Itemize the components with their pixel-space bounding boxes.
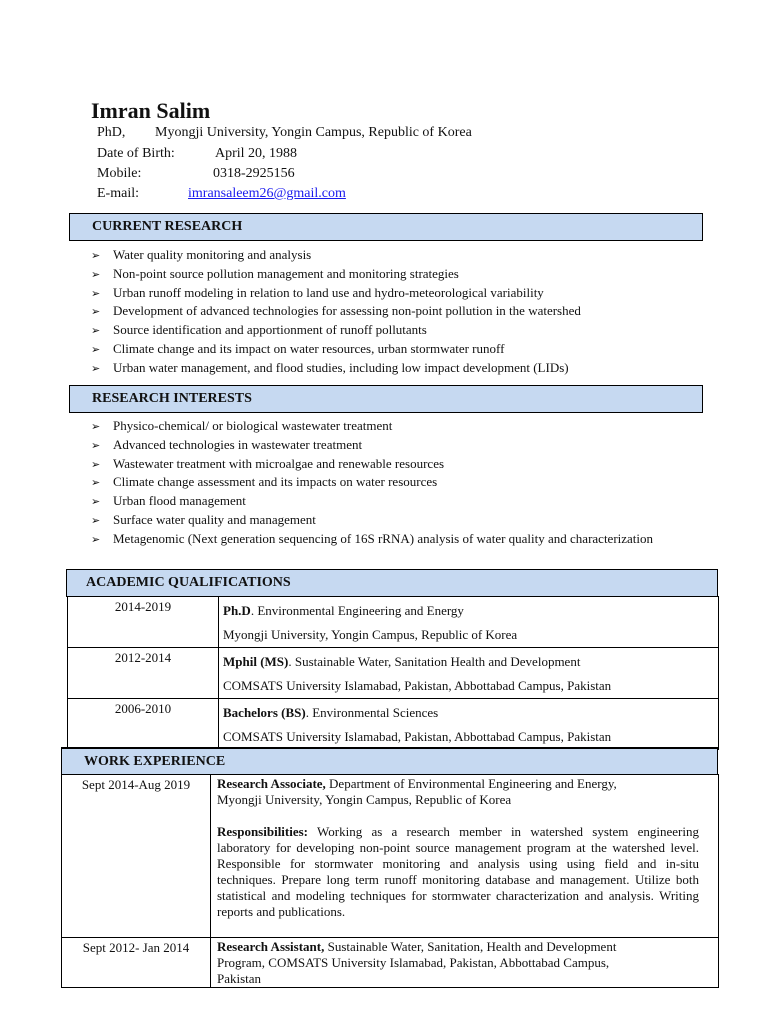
arrow-bullet-icon: ➢ bbox=[91, 513, 101, 527]
arrow-bullet-icon: ➢ bbox=[91, 361, 101, 375]
mobile-label: Mobile: bbox=[97, 166, 142, 181]
table-row bbox=[68, 648, 719, 699]
academic-table bbox=[67, 596, 719, 750]
table-row bbox=[62, 938, 719, 988]
list-item: ➢ Metagenomic (Next generation sequencing of 16S rRNA) analysis of water quality and characterization bbox=[91, 530, 653, 549]
academic-header: ACADEMIC QUALIFICATIONS bbox=[66, 569, 718, 597]
arrow-bullet-icon: ➢ bbox=[91, 438, 101, 452]
email-line bbox=[97, 186, 517, 206]
list-item: ➢ Source identification and apportionment of runoff pollutants bbox=[91, 321, 581, 340]
arrow-bullet-icon: ➢ bbox=[91, 305, 101, 319]
academic-years: 2006-2010 bbox=[68, 699, 219, 750]
list-item: ➢ Water quality monitoring and analysis bbox=[91, 246, 581, 265]
degree-label: PhD, bbox=[97, 125, 126, 140]
current-research-list bbox=[91, 246, 581, 378]
dob-value: April 20, 1988 bbox=[215, 146, 298, 161]
academic-detail: Bachelors (BS). Environmental Sciences COMSATS University Islamabad, Pakistan, Abbottabad Campus, Pakistan bbox=[219, 699, 719, 750]
table-row bbox=[68, 597, 719, 648]
academic-detail: Mphil (MS). Sustainable Water, Sanitation Health and Development COMSATS University Islamabad, Pakistan, Abbottabad Campus, Pakistan bbox=[219, 648, 719, 699]
arrow-bullet-icon: ➢ bbox=[91, 532, 101, 546]
academic-years: 2012-2014 bbox=[68, 648, 219, 699]
degree-value: Myongji University, Yongin Campus, Republic of Korea bbox=[155, 125, 472, 140]
list-item: ➢ Climate change assessment and its impacts on water resources bbox=[91, 473, 653, 492]
list-item: ➢ Climate change and its impact on water resources, urban stormwater runoff bbox=[91, 340, 581, 359]
work-table bbox=[61, 774, 719, 988]
arrow-bullet-icon: ➢ bbox=[91, 420, 101, 433]
arrow-bullet-icon: ➢ bbox=[91, 457, 101, 471]
arrow-bullet-icon: ➢ bbox=[91, 495, 101, 509]
arrow-bullet-icon: ➢ bbox=[91, 342, 101, 356]
table-row bbox=[62, 775, 719, 938]
arrow-bullet-icon: ➢ bbox=[91, 286, 101, 300]
arrow-bullet-icon: ➢ bbox=[91, 324, 101, 338]
list-item: ➢ Non-point source pollution management and monitoring strategies bbox=[91, 265, 581, 284]
degree-line bbox=[97, 125, 517, 145]
arrow-bullet-icon: ➢ bbox=[91, 476, 101, 490]
dob-label: Date of Birth: bbox=[97, 146, 175, 161]
list-item: ➢ Wastewater treatment with microalgae and renewable resources bbox=[91, 455, 653, 474]
table-row bbox=[68, 699, 719, 750]
list-item: ➢ Urban water management, and flood studies, including low impact development (LIDs) bbox=[91, 359, 581, 378]
list-item: ➢ Urban flood management bbox=[91, 492, 653, 511]
research-interests-list bbox=[91, 417, 653, 549]
list-item: ➢ Surface water quality and management bbox=[91, 511, 653, 530]
work-period: Sept 2014-Aug 2019 bbox=[62, 775, 211, 938]
arrow-bullet-icon: ➢ bbox=[91, 249, 101, 262]
research-interests-header: RESEARCH INTERESTS bbox=[69, 385, 703, 413]
candidate-name: Imran Salim bbox=[91, 98, 211, 123]
arrow-bullet-icon: ➢ bbox=[91, 267, 101, 281]
email-label: E-mail: bbox=[97, 186, 139, 201]
list-item: ➢ Development of advanced technologies for assessing non-point pollution in the watershed bbox=[91, 302, 581, 321]
responsibilities: Responsibilities: Working as a research member in watershed system engineering laboratory for developing non-point source management program at the watershed level. Responsible for stormwater monitoring and analysis using using field and in-situ techniques. Prepare long term runoff monitoring database and management. Utilize both statistical and modeling techniques for stormwater characterization and analysis. Writing reports and publications. bbox=[217, 824, 699, 919]
mobile-value: 0318-2925156 bbox=[213, 166, 295, 181]
list-item: ➢ Advanced technologies in wastewater treatment bbox=[91, 436, 653, 455]
academic-years: 2014-2019 bbox=[68, 597, 219, 648]
academic-detail: Ph.D. Environmental Engineering and Energy Myongji University, Yongin Campus, Republic of Korea bbox=[219, 597, 719, 648]
work-detail: Research Assistant, Sustainable Water, Sanitation, Health and Development Program, COMSATS University Islamabad, Pakistan, Abbottabad Campus, Pakistan bbox=[211, 938, 719, 988]
email-link[interactable]: imransaleem26@gmail.com bbox=[188, 186, 346, 201]
work-period: Sept 2012- Jan 2014 bbox=[62, 938, 211, 988]
mobile-line bbox=[97, 166, 517, 186]
list-item: ➢ Urban runoff modeling in relation to land use and hydro-meteorological variability bbox=[91, 284, 581, 303]
dob-line bbox=[97, 146, 517, 166]
work-detail: Research Associate, Department of Environmental Engineering and Energy, Myongji University, Yongin Campus, Republic of Korea Responsibilities: Working as a research member in watershed system engineering laboratory for developing non-point source management program at the watershed level. Responsible for stormwater monitoring and analysis using using field and in-situ techniques. Prepare long term runoff monitoring database and management. Utilize both statistical and modeling techniques for stormwater characterization and analysis. Writing reports and publications. bbox=[211, 775, 719, 938]
current-research-header: CURRENT RESEARCH bbox=[69, 213, 703, 241]
list-item: ➢ Physico-chemical/ or biological wastewater treatment bbox=[91, 417, 653, 436]
work-experience-header: WORK EXPERIENCE bbox=[61, 747, 718, 775]
